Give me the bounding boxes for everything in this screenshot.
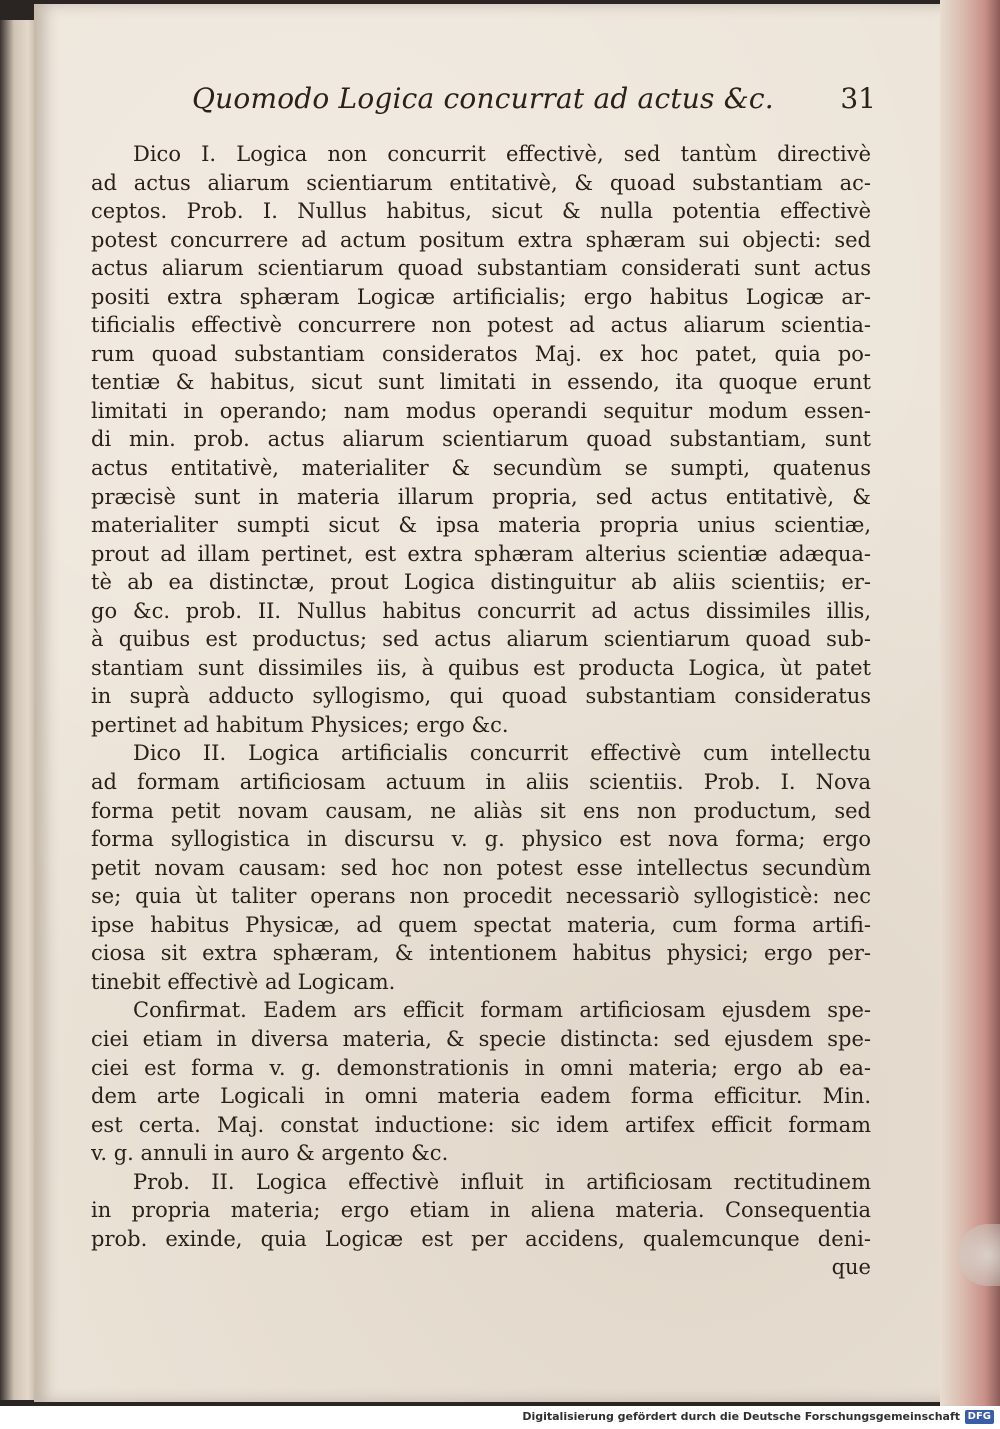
page-header (192, 82, 876, 132)
text-line: tè ab ea distinctæ, prout Logica distinguitur ab aliis scientiis; er- (91, 570, 871, 595)
text-line: forma syllogistica in discursu v. g. physico est nova forma; ergo (91, 827, 871, 852)
text-line: petit novam causam: sed hoc non potest esse intellectus secundùm (91, 855, 871, 880)
text-line: Prob. II. Logica effectivè influit in artificiosam rectitudinem (133, 1169, 871, 1194)
text-line: tinebit effectivè ad Logicam. (91, 969, 396, 994)
text-line: ad actus aliarum scientiarum entitativè, & quoad substantiam ac- (91, 170, 871, 195)
text-line: ceptos. Prob. I. Nullus habitus, sicut & nulla potentia effectivè (91, 199, 871, 224)
text-line: tentiæ & habitus, sicut sunt limitati in essendo, ita quoque erunt (91, 370, 871, 395)
text-line: prout ad illam pertinet, est extra sphæram alterius scientiæ adæqua- (91, 541, 871, 566)
text-line: prob. exinde, quia Logicæ est per accidens, qualemcunque deni- (91, 1226, 871, 1251)
body-text (91, 140, 871, 1282)
digitization-footer (0, 1406, 1000, 1429)
text-line: se; quia ùt taliter operans non procedit necessariò syllogisticè: nec (91, 884, 871, 909)
text-line: di min. prob. actus aliarum scientiarum quoad substantiam, sunt (91, 427, 871, 452)
text-line: ad formam artificiosam actuum in aliis scientiis. Prob. I. Nova (91, 770, 871, 795)
running-title: Quomodo Logica concurrat ad actus &c. (192, 82, 774, 115)
text-line: dem arte Logicali in omni materia eadem forma efficitur. Min. (91, 1084, 871, 1109)
text-line: actus aliarum scientiarum quoad substantiam considerati sunt actus (91, 256, 871, 281)
text-line: forma petit novam causam, ne aliàs sit ens non productum, sed (91, 798, 871, 823)
funding-credit: Digitalisierung gefördert durch die Deutsche Forschungsgemeinschaft (522, 1410, 960, 1423)
text-line: actus entitativè, materialiter & secundùm se sumpti, quatenus (91, 456, 871, 481)
text-line: à quibus est productus; sed actus aliarum scientiarum quoad sub- (91, 627, 871, 652)
text-line: go &c. prob. II. Nullus habitus concurrit ad actus dissimiles illis, (91, 598, 871, 623)
text-line: materialiter sumpti sicut & ipsa materia propria unius scientiæ, (91, 513, 871, 538)
text-line: Confirmat. Eadem ars efficit formam artificiosam ejusdem spe- (133, 998, 871, 1023)
text-line: potest concurrere ad actum positum extra sphæram sui objecti: sed (91, 227, 871, 252)
text-line: positi extra sphæram Logicæ artificialis; ergo habitus Logicæ ar- (91, 284, 871, 309)
catchword: que (831, 1255, 871, 1280)
text-line: ciei etiam in diversa materia, & specie distincta: sed ejusdem spe- (91, 1026, 871, 1051)
text-line: est certa. Maj. constat inductione: sic idem artifex efficit formam (91, 1112, 871, 1137)
text-line: v. g. annuli in auro & argento &c. (91, 1141, 449, 1166)
page-number: 31 (840, 82, 876, 115)
text-line: Dico II. Logica artificialis concurrit effectivè cum intellectu (133, 741, 871, 766)
book-page (34, 4, 967, 1402)
text-line: præcisè sunt in materia illarum propria, sed actus entitativè, & (91, 484, 871, 509)
page-fore-edge (940, 0, 1000, 1406)
text-line: stantiam sunt dissimiles iis, à quibus est producta Logica, ùt patet (91, 655, 871, 680)
text-line: ciosa sit extra sphæram, & intentionem habitus physici; ergo per- (91, 941, 871, 966)
dfg-logo-icon: DFG (965, 1410, 994, 1424)
text-line: tificialis effectivè concurrere non potest ad actus aliarum scientia- (91, 313, 871, 338)
text-line: limitati in operando; nam modus operandi sequitur modum essen- (91, 398, 871, 423)
text-line: in propria materia; ergo etiam in aliena materia. Consequentia (91, 1198, 871, 1223)
text-line: ipse habitus Physicæ, ad quem spectat materia, cum forma artifi- (91, 912, 871, 937)
text-line: rum quoad substantiam consideratos Maj. ex hoc patet, quia po- (91, 341, 871, 366)
text-line: ciei est forma v. g. demonstrationis in omni materia; ergo ab ea- (91, 1055, 871, 1080)
text-line: Dico I. Logica non concurrit effectivè, sed tantùm directivè (133, 142, 871, 166)
text-line: in suprà adducto syllogismo, qui quoad substantiam consideratus (91, 684, 871, 709)
text-line: pertinet ad habitum Physices; ergo &c. (91, 712, 509, 737)
